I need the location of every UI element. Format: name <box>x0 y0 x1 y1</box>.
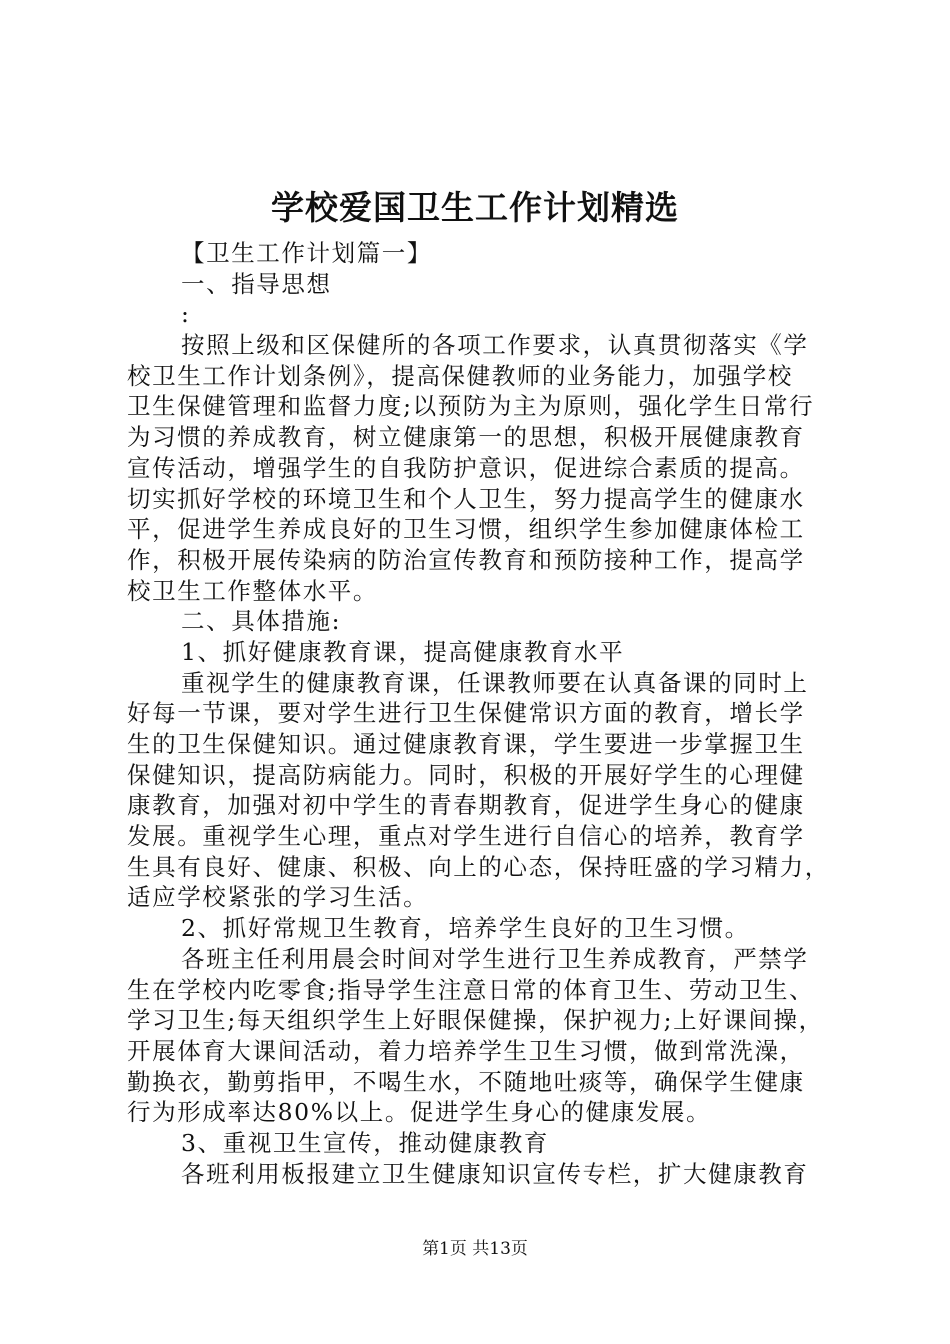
subsection-heading: 一、指导思想 <box>181 269 332 298</box>
text-line: 作，积极开展传染病的防治宣传教育和预防接种工作，提高学 <box>127 545 805 574</box>
paragraph-start-line: 各班利用板报建立卫生健康知识宣传专栏，扩大健康教育 <box>181 1159 809 1188</box>
text-line: 生的卫生保健知识。通过健康教育课，学生要进一步掌握卫生 <box>127 730 805 758</box>
text-line: 开展体育大课间活动，着力培养学生卫生习惯，做到常洗澡， <box>127 1036 805 1065</box>
section-heading: 【卫生工作计划篇一】 <box>181 239 432 267</box>
text-line: 发展。重视学生心理，重点对学生进行自信心的培养，教育学 <box>127 822 805 851</box>
paragraph-start-line: 重视学生的健康教育课，任课教师要在认真备课的同时上 <box>181 668 809 697</box>
text-line: 生在学校内吃零食;指导学生注意日常的体育卫生、劳动卫生、 <box>127 975 815 1004</box>
text-line: : <box>181 300 191 329</box>
document-body <box>127 238 830 1189</box>
item-heading: 1、抓好健康教育课，提高健康教育水平 <box>181 637 625 666</box>
text-line: 生具有良好、健康、积极、向上的心态，保持旺盛的学习精力， <box>127 852 830 881</box>
text-line: 行为形成率达80%以上。促进学生身心的健康发展。 <box>127 1098 712 1127</box>
paragraph-start-line: 各班主任利用晨会时间对学生进行卫生养成教育，严禁学 <box>181 944 809 973</box>
item-heading: 3、重视卫生宣传，推动健康教育 <box>181 1128 549 1157</box>
text-line: 校卫生工作计划条例》，提高保健教师的业务能力，加强学校 <box>127 361 793 390</box>
text-line: 学习卫生;每天组织学生上好眼保健操，保护视力;上好课间操， <box>127 1006 824 1035</box>
document-title: 学校爱国卫生工作计划精选 <box>271 188 679 227</box>
page-footer: 第1页 共13页 <box>422 1239 528 1259</box>
text-line: 好每一节课，要对学生进行卫生保健常识方面的教育，增长学 <box>127 699 805 728</box>
text-line: 保健知识，提高防病能力。同时，积极的开展好学生的心理健 <box>127 760 805 789</box>
text-line: 校卫生工作整体水平。 <box>127 576 378 605</box>
item-heading: 2、抓好常规卫生教育，培养学生良好的卫生习惯。 <box>181 914 750 943</box>
text-line: 卫生保健管理和监督力度;以预防为主为原则，强化学生日常行 <box>127 392 815 421</box>
text-line: 平，促进学生养成良好的卫生习惯，组织学生参加健康体检工 <box>127 515 805 544</box>
text-line: 宣传活动，增强学生的自我防护意识，促进综合素质的提高。 <box>127 453 805 482</box>
subsection-heading: 二、具体措施: <box>181 607 342 636</box>
text-line: 适应学校紧张的学习生活。 <box>127 883 429 912</box>
text-line: 勤换衣，勤剪指甲，不喝生水，不随地吐痰等，确保学生健康 <box>127 1067 805 1096</box>
text-line: 切实抓好学校的环境卫生和个人卫生，努力提高学生的健康水 <box>127 484 805 513</box>
text-line: 为习惯的养成教育，树立健康第一的思想，积极开展健康教育 <box>127 423 805 452</box>
paragraph-start-line: 按照上级和区保健所的各项工作要求，认真贯彻落实《学 <box>181 331 809 360</box>
text-line: 康教育，加强对初中学生的青春期教育，促进学生身心的健康 <box>127 791 805 820</box>
